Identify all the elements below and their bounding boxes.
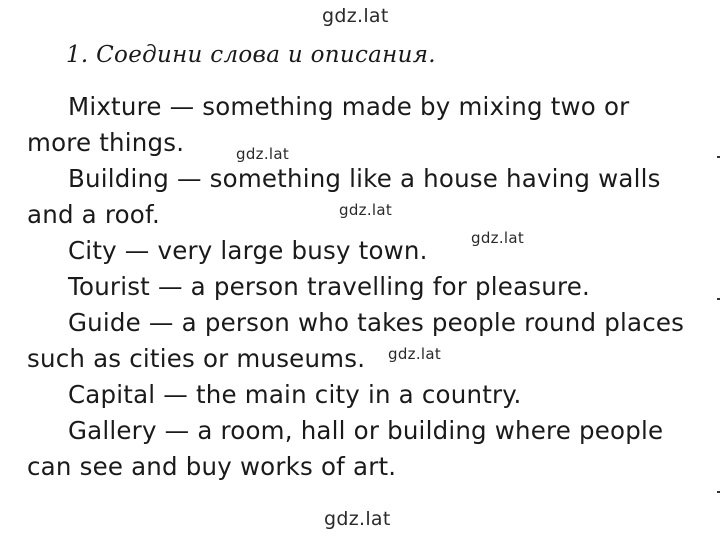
watermark-inline: gdz.lat [236, 145, 290, 163]
definition-line: Guide — a person who takes people round places [68, 308, 685, 337]
watermark-inline: gdz.lat [471, 229, 525, 247]
definition-line: and a roof. [27, 200, 161, 229]
definition-line: Gallery — a room, hall or building where people [68, 416, 664, 445]
task-heading: 1. Соедини слова и описания. [66, 42, 436, 68]
definition-line: more things. [27, 128, 185, 157]
definition-line: Mixture — something made by mixing two or [68, 92, 630, 121]
definition-line: City — very large busy town. [68, 236, 428, 265]
definition-line: such as cities or museums. [27, 344, 366, 373]
watermark-inline: gdz.lat [339, 201, 393, 219]
watermark-bottom: gdz.lat [324, 508, 391, 530]
watermark-top: gdz.lat [322, 5, 389, 27]
watermark-inline: gdz.lat [388, 345, 442, 363]
definition-line: Building — something like a house having walls [68, 164, 661, 193]
definition-line: Capital — the main city in a country. [68, 380, 522, 409]
definition-line: can see and buy works of art. [27, 452, 397, 481]
definition-line: Tourist — a person travelling for pleasure. [68, 272, 590, 301]
